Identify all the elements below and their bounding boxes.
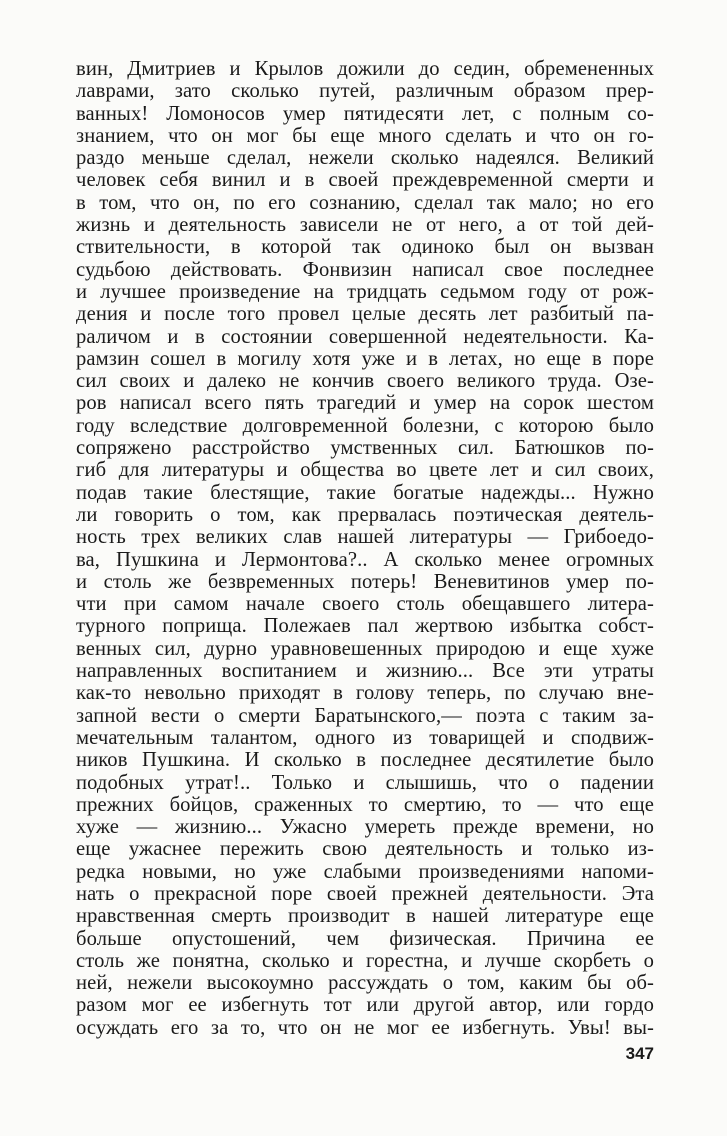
text-line: вин, Дмитриев и Крылов дожили до седин, обремененных	[76, 58, 654, 80]
body-text	[76, 58, 654, 1039]
text-line: как-то невольно приходят в голову теперь, по случаю вне-	[76, 682, 654, 705]
text-line: жизнь и деятельность зависели не от него, а от той дей-	[76, 214, 654, 237]
text-line: разом мог ее избегнуть тот или другой автор, или гордо	[76, 994, 654, 1017]
text-line: лаврами, зато сколько путей, различным образом прер-	[76, 80, 654, 103]
text-line: ней, нежели высокоумно рассуждать о том, каким бы об-	[76, 972, 654, 995]
text-line: подобных утрат!.. Только и слышишь, что о падении	[76, 771, 654, 794]
text-line: ствительности, в которой так одиноко был он вызван	[76, 236, 654, 259]
text-line: судьбою действовать. Фонвизин написал свое последнее	[76, 258, 654, 281]
text-line: году вследствие долговременной болезни, с которою было	[76, 414, 654, 437]
text-line: ников Пушкина. И сколько в последнее десятилетие было	[76, 749, 654, 772]
text-line: редка новыми, но уже слабыми произведениями напоми-	[76, 860, 654, 883]
text-line: запной вести о смерти Баратынского,— поэта с таким за-	[76, 704, 654, 727]
text-line: человек себя винил и в своей преждевременной смерти и	[76, 169, 654, 192]
text-line: венных сил, дурно уравновешенных природою и еще хуже	[76, 637, 654, 660]
text-line: дения и после того провел целые десять лет разбитый па-	[76, 303, 654, 326]
text-line: направленных воспитанием и жизнию... Все эти утраты	[76, 660, 654, 683]
text-line: знанием, что он мог бы еще много сделать и что он го-	[76, 124, 654, 147]
text-line: сопряжено расстройство умственных сил. Батюшков по-	[76, 437, 654, 460]
text-line: ли говорить о том, как прервалась поэтическая деятель-	[76, 503, 654, 526]
text-line: ва, Пушкина и Лермонтова?.. А сколько менее огромных	[76, 548, 654, 571]
text-line: мечательным талантом, одного из товарищей и сподвиж-	[76, 726, 654, 749]
text-line: нать о прекрасной поре своей прежней деятельности. Эта	[76, 882, 654, 905]
text-line: еще ужаснее пережить свою деятельность и только из-	[76, 838, 654, 861]
text-line: раличом и в состоянии совершенной недеятельности. Ка-	[76, 325, 654, 348]
text-line: ров написал всего пять трагедий и умер на сорок шестом	[76, 392, 654, 415]
text-line: хуже — жизнию... Ужасно умереть прежде времени, но	[76, 816, 654, 839]
text-line: чти при самом начале своего столь обещавшего литера-	[76, 593, 654, 616]
text-line: и столь же безвременных потерь! Веневитинов умер по-	[76, 570, 654, 593]
text-line: сил своих и далеко не кончив своего великого труда. Озе-	[76, 370, 654, 393]
text-line: гиб для литературы и общества во цвете лет и сил своих,	[76, 459, 654, 482]
text-line: подав такие блестящие, такие богатые надежды... Нужно	[76, 481, 654, 504]
text-line: ность трех великих слав нашей литературы — Грибоедо-	[76, 526, 654, 549]
text-line: раздо меньше сделал, нежели сколько надеялся. Великий	[76, 147, 654, 170]
text-line: осуждать его за то, что он не мог ее избегнуть. Увы! вы-	[76, 1016, 654, 1039]
page-number: 347	[625, 1044, 654, 1063]
text-line: в том, что он, по его сознанию, сделал так мало; но его	[76, 191, 654, 214]
text-line: больше опустошений, чем физическая. Причина ее	[76, 927, 654, 950]
text-line: и лучшее произведение на тридцать седьмом году от рож-	[76, 280, 654, 303]
text-line: ванных! Ломоносов умер пятидесяти лет, с полным со-	[76, 102, 654, 125]
text-line: прежних бойцов, сраженных то смертию, то — что еще	[76, 793, 654, 816]
text-line: нравственная смерть производит в нашей литературе еще	[76, 905, 654, 928]
text-line: рамзин сошел в могилу хотя уже и в летах, но еще в поре	[76, 347, 654, 370]
text-line: турного поприща. Полежаев пал жертвою избытка собст-	[76, 615, 654, 638]
text-line: столь же понятна, сколько и горестна, и лучше скорбеть о	[76, 949, 654, 972]
